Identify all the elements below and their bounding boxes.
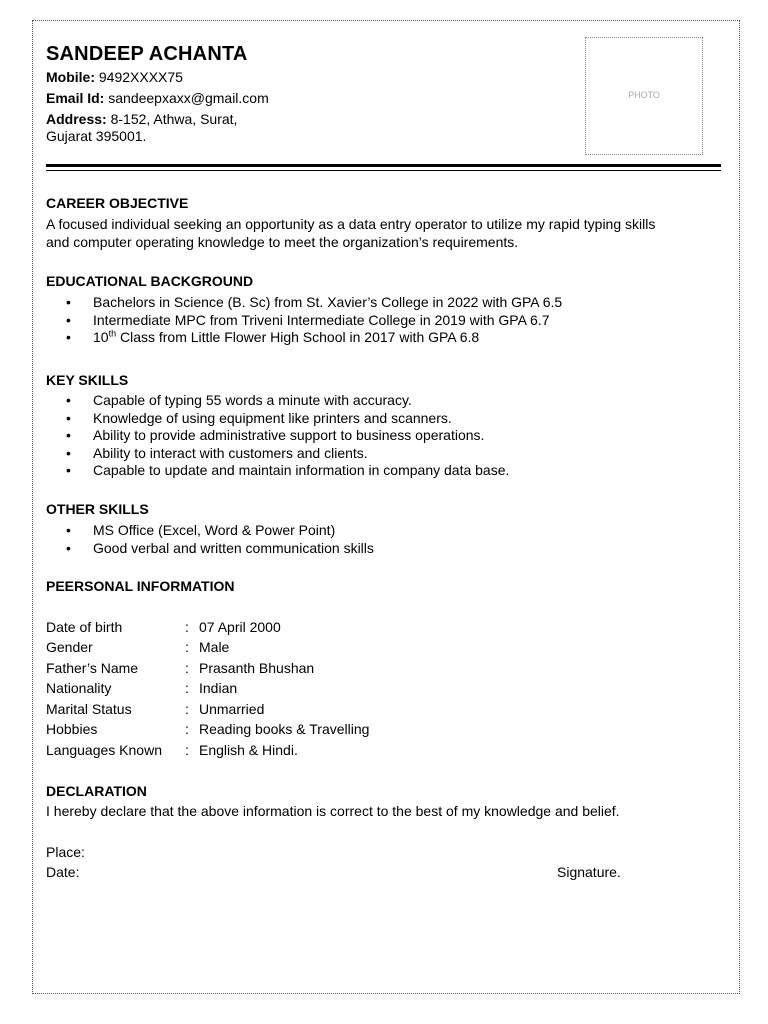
mobile-value: 9492XXXX75 bbox=[98, 69, 183, 85]
bullet-icon: • bbox=[66, 329, 71, 345]
other-skills-heading: OTHER SKILLS bbox=[46, 501, 149, 517]
bullet-icon: • bbox=[66, 294, 71, 310]
email-value: sandeepxaxx@gmail.com bbox=[108, 90, 269, 106]
bullet-icon: • bbox=[66, 462, 71, 478]
info-value: Male bbox=[199, 639, 230, 655]
list-item: • Capable of typing 55 words a minute with accuracy. bbox=[66, 392, 412, 408]
info-separator: : bbox=[185, 619, 189, 635]
info-separator: : bbox=[185, 721, 189, 737]
career-objective-heading: CAREER OBJECTIVE bbox=[46, 195, 189, 211]
mobile-label: Mobile: bbox=[46, 69, 95, 85]
bullet-icon: • bbox=[66, 522, 71, 538]
header-divider-thick bbox=[46, 164, 721, 167]
email-line bbox=[46, 90, 269, 106]
list-item: • MS Office (Excel, Word & Power Point) bbox=[66, 522, 336, 538]
signature-label: Signature. bbox=[557, 864, 621, 880]
list-item: • Capable to update and maintain information in company data base. bbox=[66, 462, 510, 478]
list-item: • Ability to provide administrative support to business operations. bbox=[66, 427, 485, 443]
info-label: Hobbies bbox=[46, 721, 98, 737]
bullet-icon: • bbox=[66, 444, 71, 461]
info-label: Nationality bbox=[46, 680, 112, 696]
email-label: Email Id: bbox=[46, 90, 105, 106]
info-separator: : bbox=[185, 701, 189, 717]
info-separator: : bbox=[185, 742, 189, 758]
mobile-line bbox=[46, 69, 183, 85]
candidate-name: SANDEEP ACHANTA bbox=[46, 43, 248, 65]
education-heading: EDUCATIONAL BACKGROUND bbox=[46, 273, 254, 289]
info-value: 07 April 2000 bbox=[199, 619, 281, 635]
info-separator: : bbox=[185, 680, 189, 696]
info-separator: : bbox=[185, 639, 189, 655]
list-item: • Bachelors in Science (B. Sc) from St. Xavier’s College in 2022 with GPA 6.5 bbox=[66, 294, 563, 310]
photo-placeholder bbox=[585, 37, 703, 155]
info-value: Indian bbox=[199, 680, 238, 696]
list-item: • Intermediate MPC from Triveni Intermediate College in 2019 with GPA 6.7 bbox=[66, 311, 550, 328]
bullet-icon: • bbox=[66, 311, 71, 328]
info-value: Unmarried bbox=[199, 701, 265, 717]
address-value-line1: 8-152, Athwa, Surat, bbox=[110, 111, 238, 127]
bullet-icon: • bbox=[66, 392, 71, 408]
info-label: Languages Known bbox=[46, 742, 162, 758]
date-label: Date: bbox=[46, 864, 80, 880]
address-label: Address: bbox=[46, 111, 107, 127]
bullet-icon: • bbox=[66, 539, 71, 556]
place-label: Place: bbox=[46, 844, 85, 860]
info-label: Marital Status bbox=[46, 701, 132, 717]
info-value: Reading books & Travelling bbox=[199, 721, 370, 737]
info-label: Father’s Name bbox=[46, 660, 139, 676]
list-item: • Knowledge of using equipment like printers and scanners. bbox=[66, 409, 452, 426]
key-skills-heading: KEY SKILLS bbox=[46, 372, 129, 388]
list-item: • 10th Class from Little Flower High School in 2017 with GPA 6.8 bbox=[66, 328, 480, 345]
career-objective-line2: and computer operating knowledge to meet the organization’s requirements. bbox=[46, 234, 519, 250]
key-skills-list bbox=[66, 392, 509, 480]
career-objective-line1: A focused individual seeking an opportunity as a data entry operator to utilize my rapid typing skills bbox=[46, 216, 656, 232]
address-value-line2: Gujarat 395001. bbox=[46, 128, 147, 144]
list-item: • Good verbal and written communication skills bbox=[66, 539, 374, 556]
address-line bbox=[46, 111, 237, 127]
declaration-text: I hereby declare that the above information is correct to the best of my knowledge and belief. bbox=[46, 803, 620, 819]
declaration-heading: DECLARATION bbox=[46, 783, 147, 799]
bullet-icon: • bbox=[66, 409, 71, 426]
info-label: Date of birth bbox=[46, 619, 123, 635]
info-separator: : bbox=[185, 660, 189, 676]
career-objective-text bbox=[46, 215, 726, 251]
info-value: Prasanth Bhushan bbox=[199, 660, 315, 676]
info-label: Gender bbox=[46, 639, 93, 655]
header-divider-thin bbox=[46, 170, 721, 171]
education-list bbox=[66, 294, 562, 347]
personal-info-heading: PEERSONAL INFORMATION bbox=[46, 578, 235, 594]
info-value: English & Hindi. bbox=[199, 742, 298, 758]
photo-label: PHOTO bbox=[628, 90, 660, 100]
list-item: • Ability to interact with customers and clients. bbox=[66, 444, 368, 461]
other-skills-list bbox=[66, 522, 374, 557]
bullet-icon: • bbox=[66, 427, 71, 443]
